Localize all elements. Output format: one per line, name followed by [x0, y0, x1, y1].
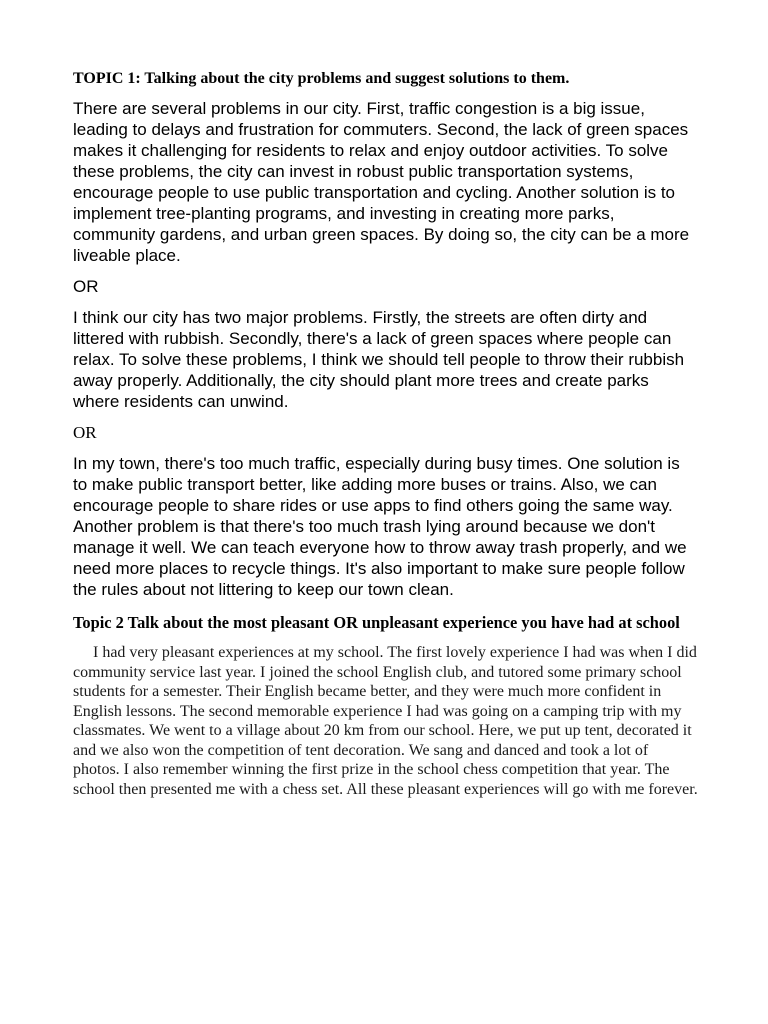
topic1-answer-3: In my town, there's too much traffic, especially during busy times. One solution is to make public transport better, like adding more buses or trains. Also, we can encourage people to share rides or use apps to find others going the same way. Another problem is that there's too much trash lying around because we don't manage it well. We can teach everyone how to throw away trash properly, and we need more places to recycle things. It's also important to make sure people follow the rules about not littering to keep our town clean.	[73, 454, 687, 599]
or-separator-1: OR	[73, 277, 99, 296]
topic1-heading: TOPIC 1: Talking about the city problems and suggest solutions to them.	[73, 70, 570, 87]
topic2-heading: Topic 2 Talk about the most pleasant OR unpleasant experience you have had at school	[73, 613, 680, 632]
topic1-answer-1: There are several problems in our city. First, traffic congestion is a big issue, leading to delays and frustration for commuters. Second, the lack of green spaces makes it challenging for residents to relax and enjoy outdoor activities. To solve these problems, the city can invest in robust public transportation systems, encourage people to use public transportation and cycling. Another solution is to implement tree-planting programs, and investing in creating more parks, community gardens, and urban green spaces. By doing so, the city can be a more liveable place.	[73, 99, 690, 265]
topic1-answer-2: I think our city has two major problems. Firstly, the streets are often dirty and littered with rubbish. Secondly, there's a lack of green spaces where people can relax. To solve these problems, I think we should tell people to throw their rubbish away properly. Additionally, the city should plant more trees and create parks where residents can unwind.	[73, 308, 685, 411]
topic2-answer: I had very pleasant experiences at my school. The first lovely experience I had was when I did community service last year. I joined the school English club, and tutored some primary school students for a semester. Their English became better, and they were much more confident in English lessons. The second memorable experience I had was going on a camping trip with my classmates. We went to a village about 20 km from our school. Here, we put up tent, decorated it and we also won the competition of tent decoration. We sang and danced and took a lot of photos. I also remember winning the first prize in the school chess competition that year. The school then presented me with a chess set. All these pleasant experiences will go with me forever.	[73, 644, 698, 798]
document-page	[73, 68, 698, 799]
or-separator-2: OR	[73, 423, 97, 442]
